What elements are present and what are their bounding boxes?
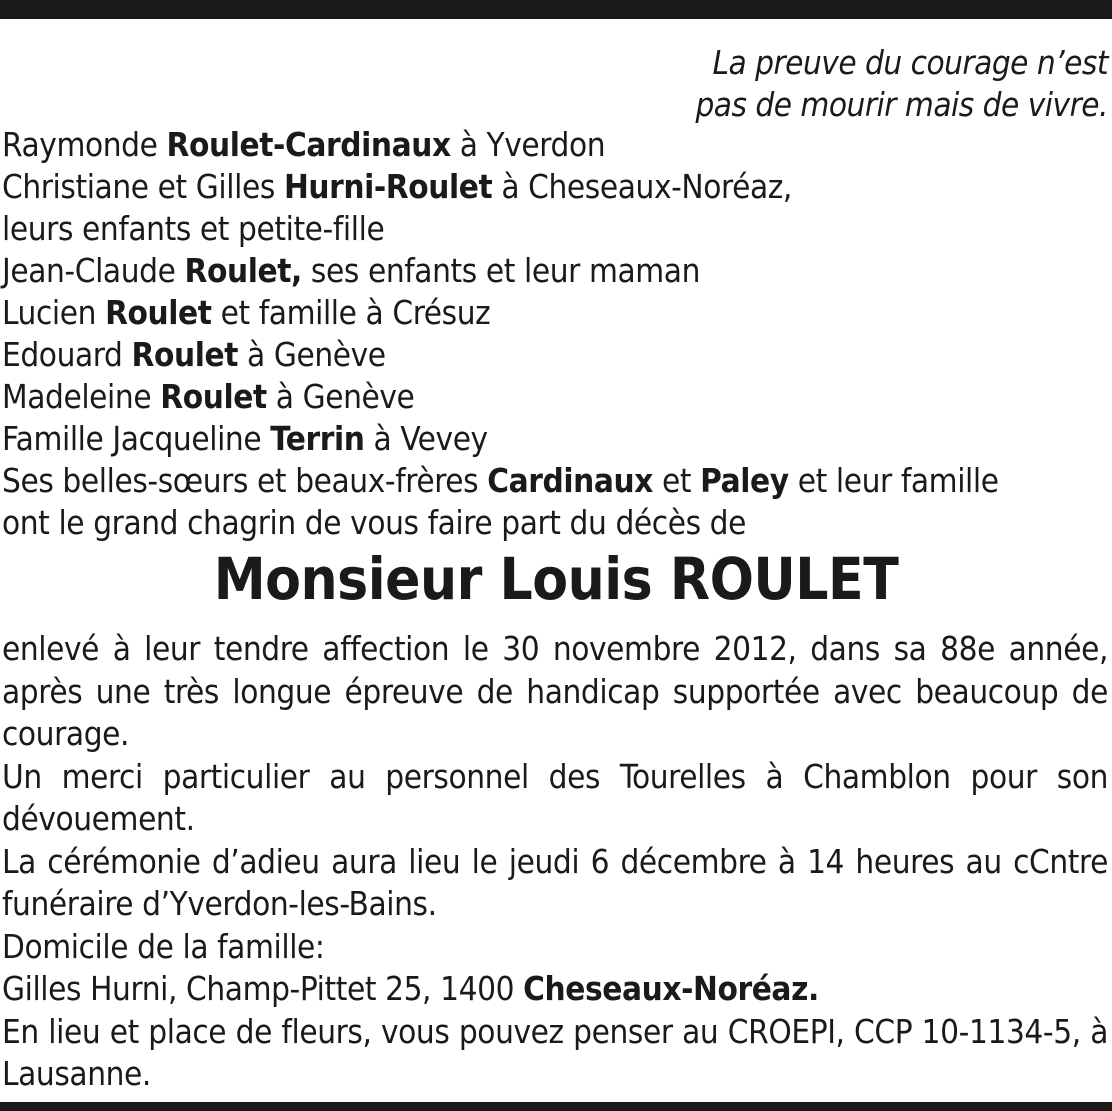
- address-locality: Cheseaux-Noréaz.: [523, 969, 819, 1008]
- family-line: [2, 334, 1110, 376]
- paragraph-domicile-address: [2, 968, 1108, 1011]
- family-surname: Cardinaux: [487, 461, 653, 500]
- family-line-text: à Genève: [238, 335, 386, 374]
- epigraph-quote: [695, 42, 1108, 126]
- family-line: [2, 418, 1110, 460]
- announcement-line: [2, 502, 1110, 544]
- family-line-text: et: [652, 461, 701, 500]
- family-line-text: à Vevey: [364, 419, 488, 458]
- family-surname: Roulet-Cardinaux: [166, 125, 451, 164]
- family-line-text: à Yverdon: [450, 125, 606, 164]
- family-surname: Roulet: [105, 293, 212, 332]
- family-surname: Roulet: [131, 335, 238, 374]
- family-line-text: ses enfants et leur maman: [301, 251, 700, 290]
- family-line-text: Edouard: [2, 335, 132, 374]
- family-surname: Paley: [700, 461, 789, 500]
- family-line-text: Famille Jacqueline: [2, 419, 271, 458]
- family-line-text: leurs enfants et petite-fille: [2, 209, 385, 248]
- family-line-text: Raymonde: [2, 125, 167, 164]
- paragraph-passing: enlevé à leur tendre affection le 30 novembre 2012, dans sa 88e année, après une très longue épreuve de handicap supportée avec beaucoup de courage.: [2, 629, 1108, 753]
- paragraph-donation: En lieu et place de fleurs, vous pouvez penser au CROEPI, CCP 10-1134-5, à Lausanne.: [2, 1011, 1108, 1093]
- family-line-text: Ses belles-sœurs et beaux-frères: [2, 461, 488, 500]
- family-line-text: Lucien: [2, 293, 106, 332]
- family-surname: Terrin: [270, 419, 365, 458]
- family-line: [2, 376, 1110, 418]
- family-line: [2, 460, 1110, 502]
- family-line-text: Christiane et Gilles: [2, 167, 284, 206]
- paragraph-ceremony: La cérémonie d’adieu aura lieu le jeudi 6 décembre à 14 heures au cCntre funéraire d’Yverdon-les-Bains.: [2, 841, 1108, 923]
- family-line-text: Madeleine: [2, 377, 161, 416]
- obituary-body: [2, 628, 1108, 1096]
- bottom-border-rule: [0, 1102, 1112, 1111]
- family-line: [2, 124, 1110, 166]
- family-line-text: et leur famille: [788, 461, 999, 500]
- top-border-rule: [0, 0, 1112, 19]
- deceased-name-heading: Monsieur Louis ROULET: [213, 545, 899, 613]
- family-line-text: et famille à Crésuz: [211, 293, 491, 332]
- family-surname: Hurni-Roulet: [283, 167, 493, 206]
- paragraph-domicile-label: Domicile de la famille:: [2, 926, 325, 966]
- epigraph-line-1: La preuve du courage n’est: [712, 43, 1108, 82]
- family-line-text: à Cheseaux-Noréaz,: [492, 167, 792, 206]
- family-list: [2, 124, 1110, 544]
- family-line: [2, 250, 1110, 292]
- paragraph-thanks: Un merci particulier au personnel des Tourelles à Chamblon pour son dévouement.: [2, 756, 1108, 838]
- epigraph-line-2: pas de mourir mais de vivre.: [695, 85, 1108, 124]
- family-surname: Roulet: [160, 377, 267, 416]
- address-text: Gilles Hurni, Champ-Pittet 25, 1400: [2, 969, 524, 1008]
- family-surname: Roulet,: [184, 251, 302, 290]
- family-line-text: à Genève: [266, 377, 415, 416]
- family-line-text: Jean-Claude: [2, 251, 185, 290]
- family-line-text: ont le grand chagrin de vous faire part du décès de: [2, 503, 746, 542]
- family-line: [2, 292, 1110, 334]
- family-line: [2, 208, 1110, 250]
- family-line: [2, 166, 1110, 208]
